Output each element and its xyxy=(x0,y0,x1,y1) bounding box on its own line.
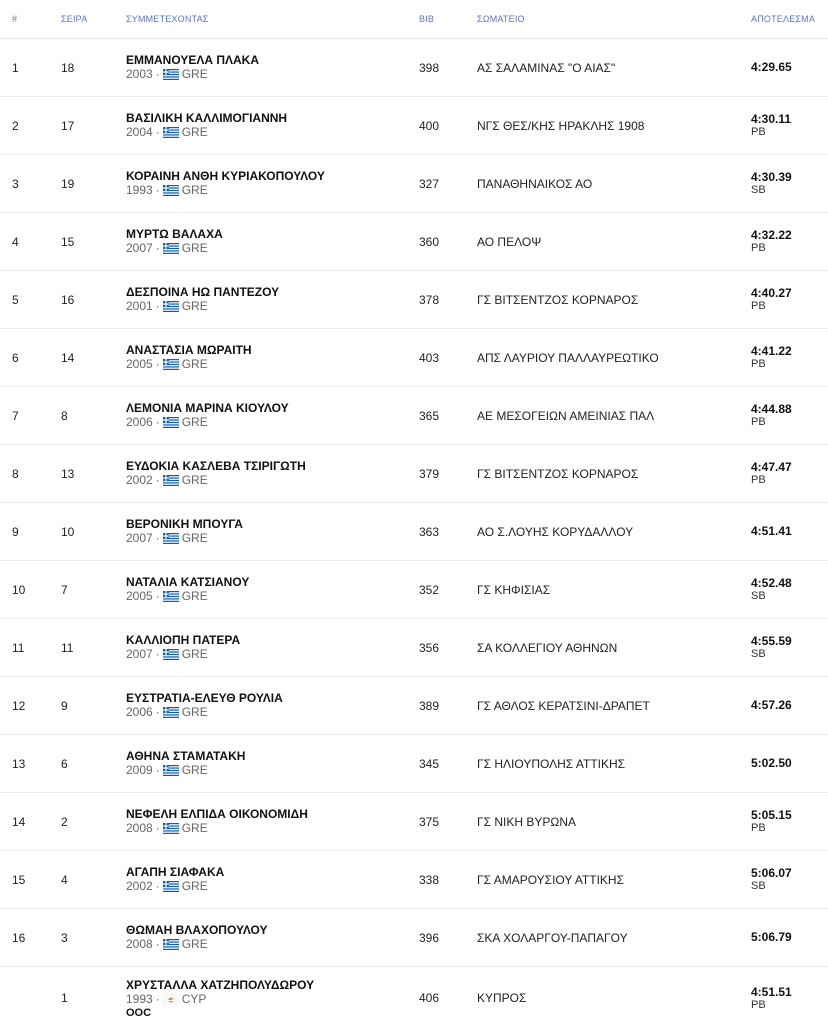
athlete-name[interactable]: ΚΑΛΛΙΟΠΗ ΠΑΤΕΡΑ xyxy=(126,633,241,647)
country-code: GRE xyxy=(181,125,208,139)
result-time: 4:29.65 xyxy=(751,60,792,74)
athlete-meta xyxy=(126,299,279,314)
separator: · xyxy=(155,879,160,893)
athlete-cell xyxy=(126,285,279,314)
result-note: PB xyxy=(751,126,766,138)
result-cell xyxy=(751,403,792,428)
athlete-meta xyxy=(126,241,223,256)
birth-year: 2005 xyxy=(126,357,153,371)
result-cell xyxy=(751,931,792,944)
country-code: GRE xyxy=(181,183,208,197)
bib-cell: 352 xyxy=(419,582,440,597)
lane-cell: 11 xyxy=(61,640,74,655)
birth-year: 2008 xyxy=(126,937,153,951)
greece-flag-icon xyxy=(163,301,179,312)
result-note: PB xyxy=(751,998,766,1011)
result-cell xyxy=(751,525,792,538)
athlete-meta xyxy=(126,763,245,778)
greece-flag-icon xyxy=(163,823,179,834)
lane-cell: 2 xyxy=(61,814,68,829)
result-note: PB xyxy=(751,300,766,312)
athlete-name[interactable]: ΝΑΤΑΛΙΑ ΚΑΤΣΙΑΝΟΥ xyxy=(126,575,250,589)
bib-cell: 327 xyxy=(419,176,440,191)
position-cell: 7 xyxy=(12,408,19,423)
athlete-meta xyxy=(126,647,240,662)
greece-flag-icon xyxy=(163,475,179,486)
country-code: GRE xyxy=(181,937,208,951)
table-row[interactable] xyxy=(0,735,828,793)
table-row[interactable] xyxy=(0,97,828,155)
greece-flag-icon xyxy=(163,765,179,776)
table-row[interactable] xyxy=(0,619,828,677)
header-club[interactable]: ΣΩΜΑΤΕΙΟ xyxy=(477,14,525,24)
country-code: GRE xyxy=(181,67,208,81)
result-time: 5:05.15 xyxy=(751,808,792,822)
greece-flag-icon xyxy=(163,185,179,196)
club-cell: ΣΚΑ ΧΟΛΑΡΓΟΥ-ΠΑΠΑΓΟΥ xyxy=(477,930,628,945)
result-note: SB xyxy=(751,184,766,196)
lane-cell: 19 xyxy=(61,176,75,191)
birth-year: 2006 xyxy=(126,705,153,719)
athlete-meta xyxy=(126,992,314,1007)
athlete-name[interactable]: ΑΓΑΠΗ ΣΙΑΦΑΚΑ xyxy=(126,865,225,879)
result-note: PB xyxy=(751,822,766,834)
country-code: GRE xyxy=(181,299,208,313)
athlete-meta xyxy=(126,183,325,198)
lane-cell: 13 xyxy=(61,466,75,481)
result-note: SB xyxy=(751,880,766,892)
lane-cell: 3 xyxy=(61,930,68,945)
athlete-cell xyxy=(126,633,240,662)
birth-year: 2004 xyxy=(126,125,153,139)
lane-cell: 16 xyxy=(61,292,75,307)
lane-cell: 17 xyxy=(61,118,75,133)
athlete-cell xyxy=(126,807,308,836)
greece-flag-icon xyxy=(163,417,179,428)
table-row[interactable] xyxy=(0,155,828,213)
result-cell xyxy=(751,699,792,712)
result-time: 4:51.51 xyxy=(751,984,792,999)
position-cell: 11 xyxy=(12,640,25,655)
result-time: 4:44.88 xyxy=(751,402,792,416)
athlete-status: OOC xyxy=(126,1006,152,1019)
result-time: 4:30.39 xyxy=(751,170,792,184)
result-cell xyxy=(751,171,792,196)
club-cell: ΠΑΝΑΘΗΝΑΙΚΟΣ ΑΟ xyxy=(477,176,593,191)
table-row[interactable] xyxy=(0,213,828,271)
result-note: SB xyxy=(751,648,766,660)
lane-cell: 14 xyxy=(61,350,75,365)
separator: · xyxy=(155,183,160,197)
table-row[interactable] xyxy=(0,39,828,97)
result-time: 4:51.41 xyxy=(751,524,792,538)
result-time: 4:30.11 xyxy=(751,112,792,126)
table-row[interactable] xyxy=(0,445,828,503)
athlete-meta xyxy=(126,415,289,430)
result-cell xyxy=(751,345,792,370)
birth-year: 2001 xyxy=(126,299,153,313)
table-body xyxy=(0,39,828,1029)
athlete-name[interactable]: ΜΥΡΤΩ ΒΑΛΑΧΑ xyxy=(126,227,223,241)
position-cell: 6 xyxy=(12,350,19,365)
position-cell: 10 xyxy=(12,582,26,597)
club-cell: ΓΣ ΒΙΤΣΕΝΤΖΟΣ ΚΟΡΝΑΡΟΣ xyxy=(477,466,639,481)
athlete-meta xyxy=(126,937,268,952)
athlete-meta xyxy=(126,473,306,488)
club-cell: ΓΣ ΑΘΛΟΣ ΚΕΡΑΤΣΙΝΙ-ΔΡΑΠΕΤ xyxy=(477,698,650,713)
table-row[interactable] xyxy=(0,677,828,735)
table-row[interactable] xyxy=(0,387,828,445)
result-time: 4:40.27 xyxy=(751,286,792,300)
country-code: GRE xyxy=(181,473,208,487)
separator: · xyxy=(155,821,160,835)
header-bib[interactable]: BIB xyxy=(419,14,435,24)
table-row[interactable] xyxy=(0,793,828,851)
bib-cell: 398 xyxy=(419,60,440,75)
result-note: SB xyxy=(751,590,766,602)
result-note: PB xyxy=(751,474,766,486)
birth-year: 2007 xyxy=(126,241,153,255)
lane-cell: 8 xyxy=(61,408,68,423)
result-time: 4:52.48 xyxy=(751,576,792,590)
bib-cell: 379 xyxy=(419,466,440,481)
country-code: CYP xyxy=(181,991,207,1006)
club-cell: ΑΟ Σ.ΛΟΥΗΣ ΚΟΡΥΔΑΛΛΟΥ xyxy=(477,524,634,539)
position-cell: 1 xyxy=(12,60,19,75)
position-cell: 9 xyxy=(12,524,19,539)
result-cell xyxy=(751,461,792,486)
separator: · xyxy=(155,531,160,545)
position-cell: 13 xyxy=(12,756,26,771)
birth-year: 1993 xyxy=(126,991,153,1006)
athlete-meta xyxy=(126,357,252,372)
athlete-name[interactable]: ΕΥΔΟΚΙΑ ΚΑΣΛΕΒΑ ΤΣΙΡΙΓΩΤΗ xyxy=(126,459,306,473)
cyprus-flag-icon xyxy=(163,994,179,1005)
athlete-meta xyxy=(126,879,224,894)
separator: · xyxy=(155,241,160,255)
separator: · xyxy=(155,67,160,81)
lane-cell: 7 xyxy=(61,582,68,597)
athlete-cell xyxy=(126,978,314,1019)
position-cell: 8 xyxy=(12,466,19,481)
birth-year: 2002 xyxy=(126,473,153,487)
club-cell: ΣΑ ΚΟΛΛΕΓΙΟΥ ΑΘΗΝΩΝ xyxy=(477,640,618,655)
club-cell: ΑΕ ΜΕΣΟΓΕΙΩΝ ΑΜΕΙΝΙΑΣ ΠΑΛ xyxy=(477,408,655,423)
athlete-cell xyxy=(126,691,283,720)
birth-year: 1993 xyxy=(126,183,153,197)
table-row[interactable] xyxy=(0,967,828,1029)
result-cell xyxy=(751,577,792,602)
table-row[interactable] xyxy=(0,271,828,329)
result-note: PB xyxy=(751,416,766,428)
bib-cell: 363 xyxy=(419,524,440,539)
country-code: GRE xyxy=(181,879,208,893)
separator: · xyxy=(155,991,160,1006)
country-code: GRE xyxy=(181,763,208,777)
birth-year: 2006 xyxy=(126,415,153,429)
country-code: GRE xyxy=(181,415,208,429)
position-cell: 16 xyxy=(12,930,26,945)
club-cell: ΓΣ ΑΜΑΡΟΥΣΙΟΥ ΑΤΤΙΚΗΣ xyxy=(477,872,625,887)
separator: · xyxy=(155,357,160,371)
position-cell: 5 xyxy=(12,292,19,307)
result-cell xyxy=(751,757,792,770)
athlete-name[interactable]: ΘΩΜΑΗ ΒΛΑΧΟΠΟΥΛΟΥ xyxy=(126,923,268,937)
athlete-name[interactable]: ΧΡΥΣΤΑΛΛΑ ΧΑΤΖΗΠΟΛΥΔΩΡΟΥ xyxy=(126,977,315,992)
result-cell xyxy=(751,229,792,254)
country-code: GRE xyxy=(181,531,208,545)
greece-flag-icon xyxy=(163,881,179,892)
birth-year: 2003 xyxy=(126,67,153,81)
bib-cell: 338 xyxy=(419,872,440,887)
greece-flag-icon xyxy=(163,707,179,718)
separator: · xyxy=(155,299,160,313)
lane-cell: 18 xyxy=(61,60,75,75)
athlete-cell xyxy=(126,923,268,952)
result-time: 5:06.07 xyxy=(751,866,792,880)
separator: · xyxy=(155,705,160,719)
separator: · xyxy=(155,415,160,429)
athlete-cell xyxy=(126,343,252,372)
club-cell: ΓΣ ΒΙΤΣΕΝΤΖΟΣ ΚΟΡΝΑΡΟΣ xyxy=(477,292,639,307)
lane-cell: 9 xyxy=(61,698,68,713)
bib-cell: 378 xyxy=(419,292,440,307)
athlete-name[interactable]: ΒΑΣΙΛΙΚΗ ΚΑΛΛΙΜΟΓΙΑΝΝΗ xyxy=(126,111,288,125)
athlete-name[interactable]: ΒΕΡΟΝΙΚΗ ΜΠΟΥΓΑ xyxy=(126,517,243,531)
result-time: 5:02.50 xyxy=(751,756,792,770)
result-cell xyxy=(751,867,792,892)
athlete-meta xyxy=(126,531,243,546)
country-code: GRE xyxy=(181,357,208,371)
greece-flag-icon xyxy=(163,533,179,544)
bib-cell: 406 xyxy=(419,991,440,1005)
header-result[interactable]: ΑΠΟΤΕΛΕΣΜΑ xyxy=(751,14,816,24)
separator: · xyxy=(155,647,160,661)
athlete-name[interactable]: ΝΕΦΕΛΗ ΕΛΠΙΔΑ ΟΙΚΟΝΟΜΙΔΗ xyxy=(126,807,308,821)
athlete-cell xyxy=(126,575,249,604)
result-time: 5:06.79 xyxy=(751,930,792,944)
birth-year: 2008 xyxy=(126,821,153,835)
athlete-cell xyxy=(126,401,289,430)
club-cell: ΝΓΣ ΘΕΣ/ΚΗΣ ΗΡΑΚΛΗΣ 1908 xyxy=(477,118,645,133)
bib-cell: 400 xyxy=(419,118,440,133)
athlete-name[interactable]: ΕΜΜΑΝΟΥΕΛΑ ΠΛΑΚΑ xyxy=(126,53,260,67)
athlete-name[interactable]: ΑΘΗΝΑ ΣΤΑΜΑΤΑΚΗ xyxy=(126,749,246,763)
country-code: GRE xyxy=(181,705,208,719)
result-cell xyxy=(751,986,792,1011)
position-cell: 15 xyxy=(12,872,26,887)
country-code: GRE xyxy=(181,821,208,835)
result-cell xyxy=(751,61,792,74)
header-lane[interactable]: ΣΕΙΡΑ xyxy=(61,14,88,24)
result-time: 4:32.22 xyxy=(751,228,792,242)
separator: · xyxy=(155,763,160,777)
lane-cell: 6 xyxy=(61,756,68,771)
greece-flag-icon xyxy=(163,591,179,602)
athlete-name[interactable]: ΚΟΡΑΙΝΗ ΑΝΘΗ ΚΥΡΙΑΚΟΠΟΥΛΟΥ xyxy=(126,169,325,183)
athlete-name[interactable]: ΑΝΑΣΤΑΣΙΑ ΜΩΡΑΙΤΗ xyxy=(126,343,252,357)
athlete-cell xyxy=(126,459,306,488)
position-cell: 14 xyxy=(12,814,26,829)
athlete-cell xyxy=(126,169,325,198)
table-row[interactable] xyxy=(0,909,828,967)
bib-cell: 345 xyxy=(419,756,440,771)
greece-flag-icon xyxy=(163,243,179,254)
result-cell xyxy=(751,287,792,312)
bib-cell: 360 xyxy=(419,234,440,249)
athlete-cell xyxy=(126,517,243,546)
bib-cell: 356 xyxy=(419,640,440,655)
birth-year: 2007 xyxy=(126,647,153,661)
bib-cell: 365 xyxy=(419,408,440,423)
table-header xyxy=(0,0,828,39)
greece-flag-icon xyxy=(163,649,179,660)
athlete-meta xyxy=(126,821,308,836)
club-cell: ΑΠΣ ΛΑΥΡΙΟΥ ΠΑΛΛΑΥΡΕΩΤΙΚΟ xyxy=(477,350,659,365)
club-cell: ΚΥΠΡΟΣ xyxy=(477,991,527,1005)
birth-year: 2007 xyxy=(126,531,153,545)
birth-year: 2002 xyxy=(126,879,153,893)
separator: · xyxy=(155,473,160,487)
lane-cell: 1 xyxy=(61,991,68,1005)
greece-flag-icon xyxy=(163,127,179,138)
lane-cell: 15 xyxy=(61,234,75,249)
bib-cell: 396 xyxy=(419,930,440,945)
position-cell: 4 xyxy=(12,234,19,249)
club-cell: ΓΣ ΚΗΦΙΣΙΑΣ xyxy=(477,582,551,597)
result-time: 4:57.26 xyxy=(751,698,792,712)
athlete-cell xyxy=(126,227,223,256)
header-position[interactable]: # xyxy=(12,14,18,24)
athlete-cell xyxy=(126,749,245,778)
result-note: PB xyxy=(751,358,766,370)
country-code: GRE xyxy=(181,589,208,603)
lane-cell: 4 xyxy=(61,872,68,887)
greece-flag-icon xyxy=(163,939,179,950)
athlete-name[interactable]: ΛΕΜΟΝΙΑ ΜΑΡΙΝΑ ΚΙΟΥΛΟΥ xyxy=(126,401,289,415)
header-athlete[interactable]: ΣΥΜΜΕΤΕΧΟΝΤΑΣ xyxy=(126,14,209,24)
separator: · xyxy=(155,589,160,603)
separator: · xyxy=(155,125,160,139)
table-row[interactable] xyxy=(0,503,828,561)
bib-cell: 403 xyxy=(419,350,440,365)
athlete-cell xyxy=(126,53,259,82)
club-cell: ΓΣ ΗΛΙΟΥΠΟΛΗΣ ΑΤΤΙΚΗΣ xyxy=(477,756,626,771)
athlete-name[interactable]: ΔΕΣΠΟΙΝΑ ΗΩ ΠΑΝΤΕΖΟΥ xyxy=(126,285,280,299)
position-cell: 3 xyxy=(12,176,19,191)
result-cell xyxy=(751,809,792,834)
club-cell: ΓΣ ΝΙΚΗ ΒΥΡΩΝΑ xyxy=(477,814,577,829)
club-cell: ΑΣ ΣΑΛΑΜΙΝΑΣ "Ο ΑΙΑΣ" xyxy=(477,60,616,75)
club-cell: ΑΟ ΠΕΛΟΨ xyxy=(477,234,542,249)
athlete-cell xyxy=(126,865,224,894)
athlete-meta xyxy=(126,67,259,82)
athlete-name[interactable]: ΕΥΣΤΡΑΤΙΑ-ΕΛΕΥΘ ΡΟΥΛΙΑ xyxy=(126,691,283,705)
bib-cell: 389 xyxy=(419,698,440,713)
birth-year: 2009 xyxy=(126,763,153,777)
separator: · xyxy=(155,937,160,951)
result-time: 4:55.59 xyxy=(751,634,792,648)
athlete-cell xyxy=(126,111,287,140)
athlete-meta xyxy=(126,589,249,604)
result-time: 4:41.22 xyxy=(751,344,792,358)
result-cell xyxy=(751,113,791,138)
birth-year: 2005 xyxy=(126,589,153,603)
table-row[interactable] xyxy=(0,561,828,619)
result-note: PB xyxy=(751,242,766,254)
result-cell xyxy=(751,635,792,660)
country-code: GRE xyxy=(181,241,208,255)
greece-flag-icon xyxy=(163,69,179,80)
country-code: GRE xyxy=(181,647,208,661)
bib-cell: 375 xyxy=(419,814,440,829)
result-time: 4:47.47 xyxy=(751,460,792,474)
athlete-meta xyxy=(126,705,283,720)
position-cell: 12 xyxy=(12,698,26,713)
lane-cell: 10 xyxy=(61,524,75,539)
greece-flag-icon xyxy=(163,359,179,370)
athlete-meta xyxy=(126,125,287,140)
table-row[interactable] xyxy=(0,329,828,387)
table-row[interactable] xyxy=(0,851,828,909)
position-cell: 2 xyxy=(12,118,19,133)
